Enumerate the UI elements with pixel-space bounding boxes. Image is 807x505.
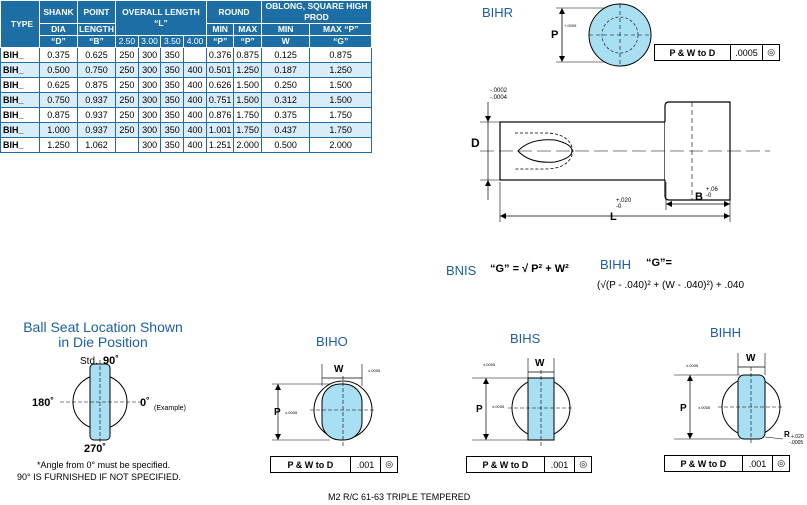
table-cell: 300 [138,93,161,108]
bihh-formula-title: BIHH [600,257,632,272]
pin-d-tol-top: -.0002 [490,88,508,94]
biho-tol-label: P & W to D [271,457,351,472]
table-cell-type: BIH_ [1,48,40,63]
table-cell: 1.750 [310,108,372,123]
bihh-w-label: W [746,353,756,364]
biho-p-label: P [274,407,281,418]
table-cell: 0.937 [78,108,116,123]
col-shank-d: “D” [40,36,78,48]
ball-seat-180: 180˚ [32,397,55,409]
table-cell: 0.625 [78,48,116,63]
table-cell: 0.375 [261,108,309,123]
table-cell: 0.625 [40,78,78,93]
table-cell: 2.000 [310,138,372,153]
table-cell: 1.500 [234,78,262,93]
bihh-title: BIHH [710,325,742,340]
table-cell: 1.500 [310,93,372,108]
table-cell: 1.001 [206,123,234,138]
table-cell: 0.626 [206,78,234,93]
bihr-p-label: P [551,29,559,41]
bihh-r-tol-bot: -.0005 [789,440,804,446]
bihh-formula: (√(P - .040)² + (W - .040)²) + .040 [597,280,745,291]
col-len-1: 3.00 [138,36,161,48]
pin-b-tol-bot: -0 [706,193,712,199]
col-type: TYPE [1,1,40,48]
bihh-p-tol: ±.0005 [698,405,711,410]
table-cell: 2.000 [234,138,262,153]
table-cell: 0.437 [261,123,309,138]
table-cell: 250 [116,123,139,138]
pin-d-label: D [471,136,480,150]
col-oblong-max-g: “G” [310,36,372,48]
table-cell-type: BIH_ [1,63,40,78]
bihs-title: BIHS [510,331,541,346]
ball-seat-270: 270˚ [84,443,107,455]
col-round-max-p: “P” [234,36,262,48]
table-cell: 1.250 [234,63,262,78]
biho-tolerance-box [270,456,398,473]
bihs-tolerance-box [466,456,592,473]
col-oblong: OBLONG, SQUARE HIGH PROD [261,1,371,24]
bihr-tolerance-box [654,44,780,61]
ball-seat-title-line1: Ball Seat Location Shown [23,319,183,335]
table-cell: 300 [138,63,161,78]
col-oblong-min: MIN [261,24,309,36]
table-cell: 400 [184,63,207,78]
table-cell: 250 [116,63,139,78]
table-cell: 1.250 [40,138,78,153]
col-shank: SHANK [40,1,78,24]
table-cell: 0.937 [78,93,116,108]
table-cell: 0.501 [206,63,234,78]
bihh-w-tol: ±.0005 [686,363,699,368]
table-cell: 350 [161,138,184,153]
table-cell: 0.500 [40,63,78,78]
footer-text: M2 R/C 61-63 TRIPLE TEMPERED [328,492,471,502]
concentricity-icon: ◎ [777,458,786,468]
table-cell-type: BIH_ [1,123,40,138]
table-cell: 0.876 [206,108,234,123]
ball-seat-example: (Example) [154,405,186,412]
bihr-diagram [548,0,668,78]
bihr-tol-label: P & W to D [655,45,731,60]
pin-d-tol-bot: -.0004 [490,95,508,101]
table-cell: 1.500 [234,93,262,108]
table-row [1,123,372,138]
biho-tol-value: .001 [351,457,382,472]
col-len-3: 4.00 [184,36,207,48]
table-cell: 0.375 [40,48,78,63]
table-body [1,48,372,153]
biho-w-tol: ±.0005 [368,368,381,373]
table-cell: 0.125 [261,48,309,63]
bihs-tol-label: P & W to D [467,457,545,472]
table-cell: 400 [184,123,207,138]
biho-title: BIHO [316,334,348,349]
table-cell-type: BIH_ [1,138,40,153]
table-cell: 0.937 [78,123,116,138]
table-cell: 1.251 [206,138,234,153]
table-cell: 0.500 [261,138,309,153]
bihr-title: BIHR [482,5,514,20]
table-cell: 350 [161,123,184,138]
col-round-max: MAX [234,24,262,36]
bihs-w-label: W [535,358,545,369]
table-cell: 400 [184,78,207,93]
bihs-p-label: P [476,404,483,415]
table-cell: 1.250 [310,63,372,78]
pin-b-tol-top: +.06 [706,187,718,193]
biho-p-tol: ±.0005 [285,410,298,415]
table-cell: 250 [116,108,139,123]
table-cell: 0.875 [234,48,262,63]
table-cell: 0.312 [261,93,309,108]
table-cell: 250 [116,48,139,63]
bnis-title: BNIS [446,263,477,278]
table-cell: 300 [138,138,161,153]
table-cell-type: BIH_ [1,93,40,108]
col-overall-length: OVERALL LENGTH “L” [116,1,207,36]
table-cell: 0.875 [40,108,78,123]
table-row [1,78,372,93]
table-row [1,93,372,108]
bihh-tol-value: .001 [743,456,774,471]
pin-l-tol-top: +.020 [616,198,632,204]
table-cell: 300 [138,108,161,123]
bihh-diagram [668,345,807,450]
bnis-formula: “G” = √ P² + W² [490,263,569,275]
table-cell: 350 [161,48,184,63]
col-len-2: 3.50 [161,36,184,48]
table-cell: 300 [138,123,161,138]
col-point-b: “B” [78,36,116,48]
table-row [1,63,372,78]
table-cell: 1.750 [234,108,262,123]
biho-w-label: W [334,364,344,375]
concentricity-icon: ◎ [767,47,776,57]
table-cell: 0.187 [261,63,309,78]
col-oblong-min-w: W [261,36,309,48]
pin-l-label: L [610,211,617,223]
ball-seat-note2: 90° IS FURNISHED IF NOT SPECIFIED. [17,472,181,482]
table-cell: 0.750 [40,93,78,108]
col-round-min-p: “P” [206,36,234,48]
table-cell: 1.000 [40,123,78,138]
table-cell: 250 [116,93,139,108]
col-round: ROUND [206,1,261,24]
table-cell: 1.750 [234,123,262,138]
table-cell: 350 [161,78,184,93]
pin-side-view [470,82,780,232]
table-cell: 0.751 [206,93,234,108]
table-cell-type: BIH_ [1,108,40,123]
table-cell-type: BIH_ [1,78,40,93]
biho-diagram [270,358,390,450]
bihh-tolerance-box [664,455,790,472]
table-cell: 300 [138,48,161,63]
table-cell: 300 [138,78,161,93]
table-cell: 0.875 [310,48,372,63]
col-point: POINT [78,1,116,24]
bihr-tol-value: .0005 [731,45,763,60]
table-cell: 1.750 [310,123,372,138]
bihh-tol-label: P & W to D [665,456,743,471]
table-row [1,48,372,63]
table-cell: 350 [161,108,184,123]
bihs-p-tol: ±.0005 [492,404,505,409]
table-cell: 0.376 [206,48,234,63]
table-cell: 400 [184,138,207,153]
col-oblong-max: MAX “P” [310,24,372,36]
table-cell: 350 [161,93,184,108]
ball-seat-diagram [20,352,220,460]
table-cell: 400 [184,93,207,108]
bihs-diagram [468,352,588,450]
ball-seat-title [18,320,188,350]
ball-seat-0: 0˚ [140,397,150,409]
ball-seat-note1: *Angle from 0° must be specified. [37,460,171,470]
col-shank-dia: DIA [40,24,78,36]
ball-seat-90: 90˚ [103,355,119,367]
bihh-p-label: P [680,403,687,414]
col-len-0: 2.50 [116,36,139,48]
table-cell: 400 [184,108,207,123]
ball-seat-title-line2: in Die Position [58,334,148,350]
ball-seat-std: Std. [80,356,98,367]
table-cell: 0.250 [261,78,309,93]
table-cell [116,138,139,153]
bihh-r-label: R [784,430,790,439]
spec-table [0,0,372,153]
bihh-formula-eq: “G”= [646,257,672,269]
table-cell: 250 [116,78,139,93]
concentricity-icon: ◎ [579,459,588,469]
col-round-min: MIN [206,24,234,36]
table-cell [184,48,207,63]
table-cell: 1.062 [78,138,116,153]
table-cell: 0.875 [78,78,116,93]
table-cell: 0.750 [78,63,116,78]
bihs-tol-value: .001 [545,457,576,472]
bihr-p-tol: +.0005 [564,23,577,28]
table-cell: 350 [161,63,184,78]
pin-l-tol-bot: -0 [616,204,622,210]
bihs-w-tol: ±.0005 [483,362,496,367]
table-row [1,138,372,153]
table-cell: 1.500 [310,78,372,93]
table-row [1,108,372,123]
concentricity-icon: ◎ [385,459,394,469]
pin-b-label: B [695,191,703,203]
bihh-r-tol-top: +.020 [791,434,804,440]
col-point-length: LENGTH [79,24,114,34]
